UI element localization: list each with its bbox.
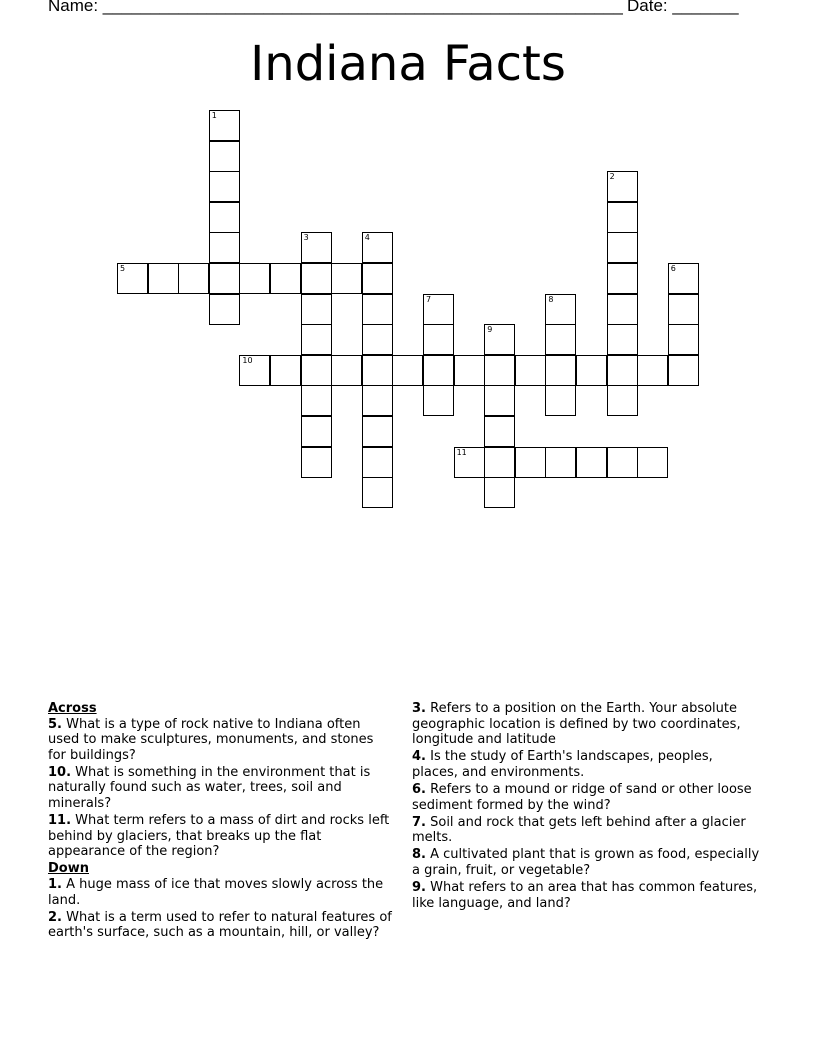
grid-cell-4[interactable]: [362, 232, 393, 263]
down-clue-list-continued: [412, 701, 762, 911]
clue-text: What term refers to a mass of dirt and rocks left behind by glaciers, that breaks up the flat appearance of the region?: [48, 813, 390, 860]
clue-item: [412, 701, 762, 748]
across-heading: Across: [48, 701, 97, 716]
grid-cell[interactable]: [362, 324, 393, 355]
grid-cell[interactable]: [607, 385, 638, 416]
grid-cell[interactable]: [301, 324, 332, 355]
grid-cell-9[interactable]: [484, 324, 515, 355]
grid-cell[interactable]: [301, 385, 332, 416]
grid-cell[interactable]: [607, 202, 638, 233]
grid-cell[interactable]: [637, 355, 668, 386]
down-heading: Down: [48, 861, 89, 877]
clue-text: A cultivated plant that is grown as food, especially a grain, fruit, or vegetable?: [412, 847, 760, 878]
grid-cell[interactable]: [423, 355, 454, 386]
clue-item: [48, 765, 393, 812]
grid-cell[interactable]: [301, 355, 332, 386]
grid-cell[interactable]: [668, 294, 699, 325]
grid-cell[interactable]: [209, 171, 240, 202]
grid-cell[interactable]: [209, 202, 240, 233]
grid-cell[interactable]: [607, 447, 638, 478]
grid-cell[interactable]: [209, 141, 240, 172]
clue-text: A huge mass of ice that moves slowly across the land.: [48, 877, 384, 908]
grid-cell[interactable]: [484, 447, 515, 478]
clue-text: Refers to a position on the Earth. Your absolute geographic location is defined by two coordinates, longitude and latitude: [412, 701, 741, 748]
grid-cell[interactable]: [607, 263, 638, 294]
grid-cell[interactable]: [301, 416, 332, 447]
clue-number: 7: [426, 294, 432, 304]
clue-number: 1.: [48, 877, 62, 893]
grid-cell[interactable]: [209, 294, 240, 325]
clue-item: [48, 910, 393, 941]
grid-cell[interactable]: [576, 447, 607, 478]
down-clue-list: [48, 877, 393, 941]
grid-cell-6[interactable]: [668, 263, 699, 294]
grid-cell-10[interactable]: [239, 355, 270, 386]
grid-cell[interactable]: [392, 355, 423, 386]
grid-cell-8[interactable]: [545, 294, 576, 325]
across-clue-list: [48, 717, 393, 860]
clue-number: 2: [609, 172, 615, 182]
clue-number: 8: [548, 294, 554, 304]
clue-number: 4.: [412, 749, 426, 765]
date-field-label[interactable]: Date: _______: [627, 0, 739, 15]
clue-text: What is a type of rock native to Indiana often used to make sculptures, monuments, and stones for buildings?: [48, 716, 374, 763]
clue-text: Is the study of Earth's landscapes, peoples, places, and environments.: [412, 749, 713, 780]
grid-cell[interactable]: [484, 416, 515, 447]
clue-item: [412, 847, 762, 878]
clue-number: 11: [456, 447, 467, 457]
clue-item: [412, 782, 762, 813]
grid-cell[interactable]: [362, 385, 393, 416]
clue-number: 6.: [412, 781, 426, 797]
grid-cell[interactable]: [545, 447, 576, 478]
clue-number: 11.: [48, 813, 72, 829]
grid-cell[interactable]: [484, 385, 515, 416]
clue-number: 7.: [412, 814, 426, 830]
grid-cell[interactable]: [545, 355, 576, 386]
grid-cell[interactable]: [484, 355, 515, 386]
grid-cell-7[interactable]: [423, 294, 454, 325]
clue-number: 9.: [412, 880, 426, 896]
grid-cell-11[interactable]: [454, 447, 485, 478]
grid-cell[interactable]: [362, 263, 393, 294]
grid-cell[interactable]: [301, 294, 332, 325]
grid-cell[interactable]: [301, 263, 332, 294]
page-title: Indiana Facts: [250, 36, 566, 92]
clue-text: What refers to an area that has common features, like language, and land?: [412, 880, 758, 911]
grid-cell[interactable]: [607, 324, 638, 355]
clue-text: What is something in the environment that is naturally found such as water, trees, soil and minerals?: [48, 764, 371, 812]
clues-right-column: [412, 701, 762, 913]
clue-number: 8.: [412, 847, 426, 863]
clue-number: 3: [303, 233, 309, 243]
grid-cell[interactable]: [209, 263, 240, 294]
grid-cell[interactable]: [331, 355, 362, 386]
grid-cell[interactable]: [545, 385, 576, 416]
clue-number: 4: [364, 233, 370, 243]
grid-cell[interactable]: [607, 232, 638, 263]
grid-cell[interactable]: [362, 477, 393, 508]
header: [48, 0, 768, 22]
grid-cell[interactable]: [607, 355, 638, 386]
clue-item: [48, 717, 393, 764]
grid-cell-5[interactable]: [117, 263, 148, 294]
clue-number: 6: [670, 264, 676, 273]
clue-number: 2.: [48, 909, 62, 925]
clues-left-column: [48, 701, 393, 942]
clue-number: 5: [120, 264, 126, 273]
clue-number: 10.: [48, 764, 72, 780]
grid-cell[interactable]: [362, 447, 393, 478]
grid-cell[interactable]: [668, 324, 699, 355]
clue-number: 3.: [412, 701, 426, 716]
grid-cell[interactable]: [239, 263, 270, 294]
clue-item: [48, 877, 393, 908]
grid-cell[interactable]: [607, 294, 638, 325]
clue-item: [412, 749, 762, 780]
clue-text: Refers to a mound or ridge of sand or other loose sediment formed by the wind?: [412, 781, 752, 813]
grid-cell[interactable]: [637, 447, 668, 478]
clue-number: 10: [242, 355, 253, 365]
grid-cell[interactable]: [362, 294, 393, 325]
grid-cell[interactable]: [668, 355, 699, 386]
clue-number: 5.: [48, 716, 62, 732]
name-field-label[interactable]: Name: _______________________________________________________: [48, 0, 623, 15]
grid-cell[interactable]: [484, 477, 515, 508]
grid-cell[interactable]: [362, 416, 393, 447]
grid-cell[interactable]: [545, 324, 576, 355]
grid-cell[interactable]: [301, 447, 332, 478]
clue-text: What is a term used to refer to natural features of earth's surface, such as a mountain, hill, or valley?: [48, 909, 392, 941]
clue-item: [412, 815, 762, 846]
grid-cell[interactable]: [148, 263, 179, 294]
grid-cell-2[interactable]: [607, 171, 638, 202]
grid-cell[interactable]: [454, 355, 485, 386]
clue-number: 9: [487, 325, 493, 335]
grid-cell[interactable]: [178, 263, 209, 294]
grid-cell-1[interactable]: [209, 110, 240, 141]
grid-cell[interactable]: [423, 385, 454, 416]
grid-cell[interactable]: [515, 355, 546, 386]
grid-cell[interactable]: [209, 232, 240, 263]
clue-text: Soil and rock that gets left behind after a glacier melts.: [412, 814, 746, 846]
grid-cell-3[interactable]: [301, 232, 332, 263]
grid-cell[interactable]: [576, 355, 607, 386]
clue-item: [412, 880, 762, 911]
grid-cell[interactable]: [270, 263, 301, 294]
grid-cell[interactable]: [331, 263, 362, 294]
grid-cell[interactable]: [423, 324, 454, 355]
grid-cell[interactable]: [362, 355, 393, 386]
clue-number: 1: [211, 111, 217, 120]
grid-cell[interactable]: [270, 355, 301, 386]
clue-item: [48, 813, 393, 860]
grid-cell[interactable]: [515, 447, 546, 478]
